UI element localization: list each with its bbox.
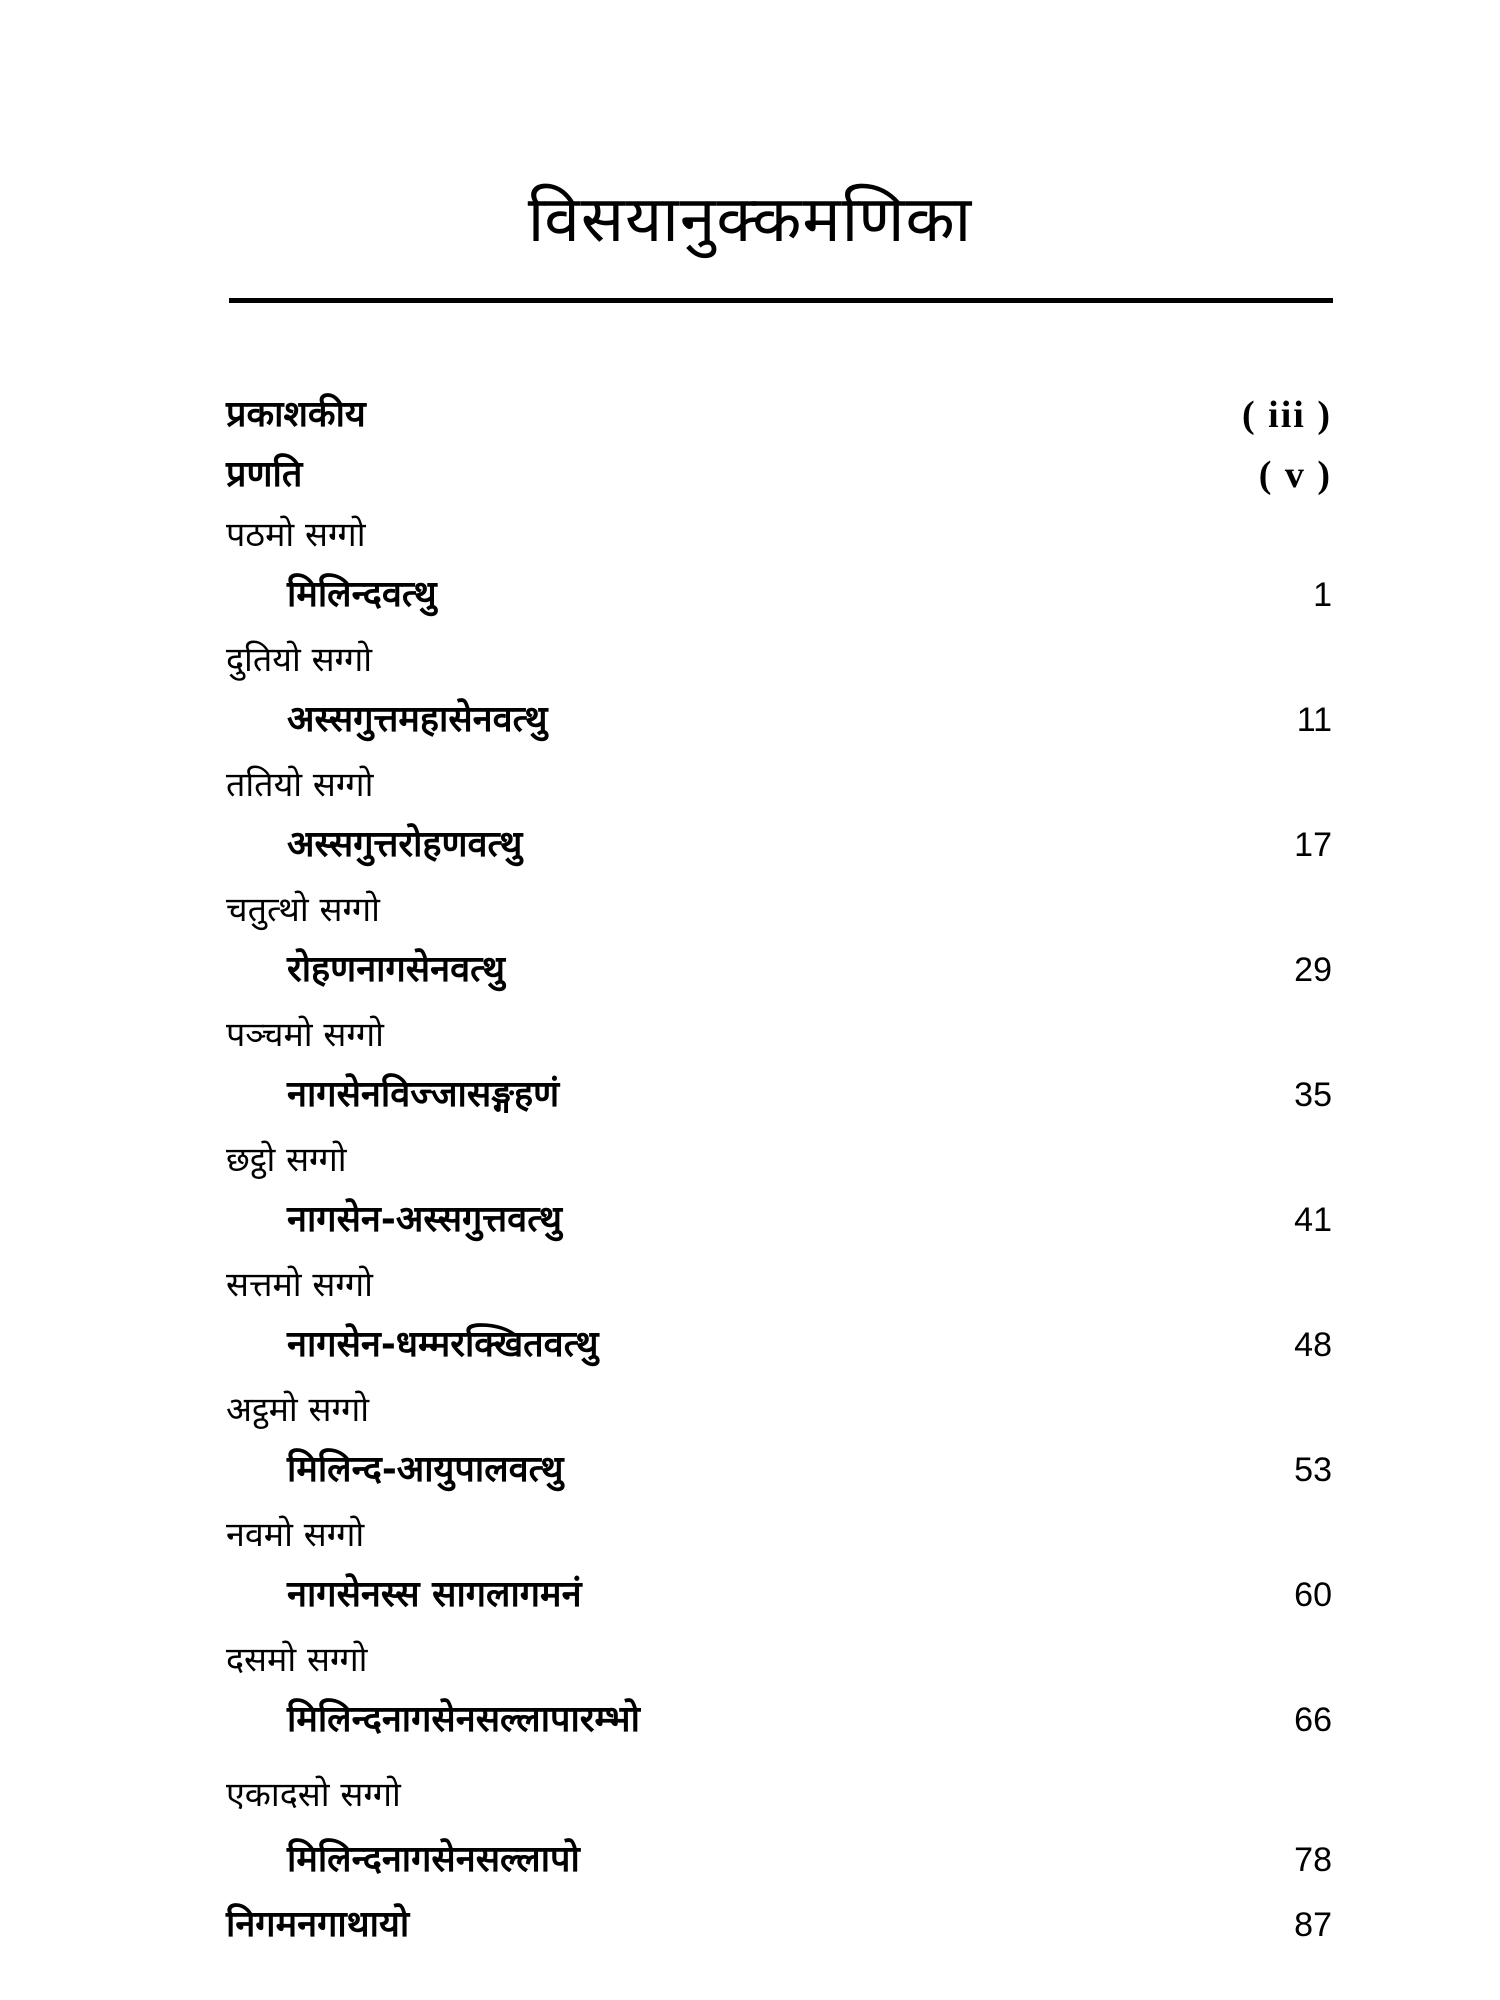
toc-row — [0, 1315, 1500, 1375]
toc-page-number: ( iii ) — [1242, 394, 1332, 436]
toc-page-number: 11 — [1296, 701, 1332, 739]
toc-entry-label: मिलिन्दनागसेनसल्लापो — [287, 1839, 580, 1880]
toc-row — [0, 1130, 1500, 1190]
toc-page-number: 1 — [1313, 576, 1332, 614]
toc-row — [0, 690, 1500, 750]
toc-row — [0, 940, 1500, 1000]
toc-chapter-label: नवमो सग्गो — [226, 1515, 365, 1555]
toc-page-number: 41 — [1294, 1201, 1332, 1239]
toc-entry-label: नागसेनस्स सागलागमनं — [287, 1574, 582, 1615]
toc-row — [0, 1830, 1500, 1890]
toc-page-number: 35 — [1294, 1076, 1332, 1114]
toc-row — [0, 1565, 1500, 1625]
toc-row — [0, 565, 1500, 625]
toc-chapter-label: एकादसो सग्गो — [226, 1775, 401, 1815]
toc-front-label: प्रकाशकीय — [226, 394, 366, 435]
toc-chapter-label: सत्तमो सग्गो — [226, 1265, 373, 1305]
toc-entry-label: रोहणनागसेनवत्थु — [287, 949, 505, 990]
toc-entry-label: मिलिन्द-आयुपालवत्थु — [287, 1449, 564, 1490]
toc-row — [0, 1505, 1500, 1565]
toc-row — [0, 1255, 1500, 1315]
toc-row — [0, 1895, 1500, 1955]
toc-row — [0, 1440, 1500, 1500]
toc-row — [0, 1630, 1500, 1690]
toc-row — [0, 1690, 1500, 1750]
toc-chapter-label: दुतियो सग्गो — [226, 640, 373, 680]
toc-page-number: 78 — [1294, 1841, 1332, 1879]
toc-row — [0, 1380, 1500, 1440]
toc-chapter-label: पञ्चमो सग्गो — [226, 1015, 384, 1055]
toc-page-number: 29 — [1294, 951, 1332, 989]
toc-chapter-label: चतुत्थो सग्गो — [226, 890, 380, 930]
toc-page-number: 53 — [1294, 1451, 1332, 1489]
toc-page-number: 66 — [1294, 1701, 1332, 1739]
toc-front-label: प्रणति — [226, 454, 303, 495]
toc-page-number: 48 — [1294, 1326, 1332, 1364]
toc-entry-label: नागसेन-धम्मरक्खितवत्थु — [287, 1324, 599, 1365]
toc-entry-label: नागसेनविज्जासङ्गहणं — [287, 1074, 560, 1115]
toc-entry-label: अस्सगुत्तमहासेनवत्थु — [287, 699, 548, 740]
toc-page-number: ( v ) — [1258, 454, 1332, 496]
page-title: विसयानुक्कमणिका — [527, 183, 973, 257]
toc-row — [0, 880, 1500, 940]
toc-page-number: 17 — [1294, 826, 1332, 864]
toc-entry-label: मिलिन्दवत्थु — [287, 574, 437, 615]
toc-row — [0, 385, 1500, 445]
toc-chapter-label: दसमो सग्गो — [226, 1640, 368, 1680]
toc-row — [0, 445, 1500, 505]
toc-entry-label: मिलिन्दनागसेनसल्लापारम्भो — [287, 1699, 640, 1740]
toc-page-number: 87 — [1294, 1906, 1332, 1944]
toc-row — [0, 815, 1500, 875]
toc-row — [0, 1005, 1500, 1065]
toc-row — [0, 1190, 1500, 1250]
toc-entry-label: नागसेन-अस्सगुत्तवत्थु — [287, 1199, 563, 1240]
toc-row — [0, 505, 1500, 565]
toc-chapter-label: छट्ठो सग्गो — [226, 1140, 347, 1180]
toc-end-label: निगमनगाथायो — [226, 1904, 410, 1945]
toc-row — [0, 630, 1500, 690]
toc-row — [0, 1065, 1500, 1125]
toc-chapter-label: अट्ठमो सग्गो — [226, 1390, 370, 1430]
toc-row — [0, 755, 1500, 815]
toc-chapter-label: ततियो सग्गो — [226, 765, 374, 805]
toc-chapter-label: पठमो सग्गो — [226, 515, 366, 555]
toc-page-number: 60 — [1294, 1576, 1332, 1614]
toc-entry-label: अस्सगुत्तरोहणवत्थु — [287, 824, 523, 865]
toc-row — [0, 1765, 1500, 1825]
